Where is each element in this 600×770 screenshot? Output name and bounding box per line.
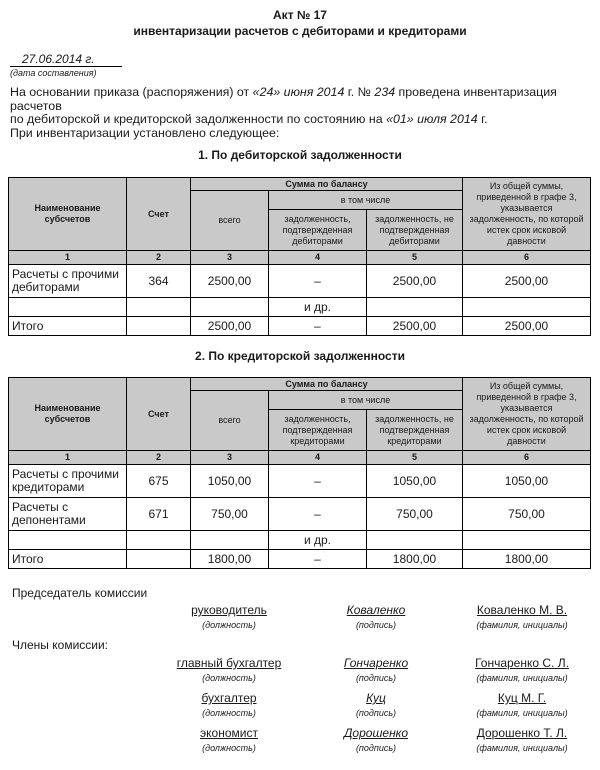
col-number: 1	[9, 451, 127, 465]
header-expired: Из общей суммы, приведенной в графе 3, указывается задолженность, по которой истек срок исковой давности	[463, 178, 591, 251]
cell-unconfirmed: 2500,00	[367, 265, 463, 298]
cell-expired: 2500,00	[463, 317, 591, 336]
cell-unconfirmed: 2500,00	[367, 317, 463, 336]
caption-name: (фамилия, инициалы)	[476, 743, 568, 753]
act-subtitle: инвентаризации расчетов с дебиторами и кредиторами	[133, 24, 467, 38]
chair-name: Коваленко М. В.	[476, 603, 568, 617]
cell-account: 364	[127, 265, 191, 298]
header-incl: в том числе	[269, 391, 463, 410]
col-number: 2	[127, 251, 191, 265]
cell-name: Расчеты с прочими кредиторами	[9, 465, 127, 498]
caption-signature: (подпись)	[355, 743, 397, 753]
header-unconfirmed: задолженность, не подтвержденная дебиторами	[367, 210, 463, 251]
table-row	[9, 265, 591, 298]
header-confirmed: задолженность, подтвержденная дебиторами	[269, 210, 367, 251]
cell-confirmed: –	[269, 550, 367, 569]
header-incl: в том числе	[269, 191, 463, 210]
cell-confirmed: –	[269, 317, 367, 336]
cell-expired: 2500,00	[463, 265, 591, 298]
member-name: Куц М. Г.	[497, 691, 547, 705]
header-unconfirmed: задолженность, не подтвержденная кредиторами	[367, 410, 463, 451]
caption-position: (должность)	[202, 673, 256, 683]
header-name: Наименование субсчетов	[9, 378, 127, 451]
caption-name: (фамилия, инициалы)	[476, 620, 568, 630]
table-row	[9, 498, 591, 531]
header-name: Наименование субсчетов	[9, 178, 127, 251]
intro-paragraph	[10, 86, 595, 140]
cell-etc: и др.	[269, 531, 367, 550]
act-date-caption: (дата составления)	[10, 68, 97, 78]
debtors-table	[8, 177, 591, 336]
intro-text: проведена инвентаризация расчетов	[10, 85, 557, 113]
cell-unconfirmed: 1050,00	[367, 465, 463, 498]
caption-name: (фамилия, инициалы)	[476, 673, 568, 683]
col-number: 6	[463, 451, 591, 465]
col-number: 3	[191, 451, 269, 465]
caption-signature: (подпись)	[355, 673, 397, 683]
header-confirmed: задолженность, подтвержденная кредиторами	[269, 410, 367, 451]
cell-account: 675	[127, 465, 191, 498]
header-account: Счет	[127, 378, 191, 451]
cell-confirmed: –	[269, 465, 367, 498]
order-number: 234	[374, 85, 396, 99]
col-number: 3	[191, 251, 269, 265]
table-row-total	[9, 317, 591, 336]
col-number: 4	[269, 451, 367, 465]
state-date: «01» июля 2014	[386, 112, 478, 126]
cell-total: 1050,00	[191, 465, 269, 498]
chair-label: Председатель комиссии	[12, 586, 148, 600]
creditors-table	[8, 377, 591, 569]
header-account: Счет	[127, 178, 191, 251]
cell-unconfirmed: 750,00	[367, 498, 463, 531]
member-signature: Куц	[366, 691, 386, 705]
table-row-total	[9, 550, 591, 569]
intro-text: по дебиторской и кредиторской задолженности по состоянию на	[10, 112, 387, 126]
members-label: Члены комиссии:	[12, 638, 109, 652]
act-date: 27.06.2014 г.	[10, 52, 122, 67]
order-date: «24» июня 2014	[252, 85, 345, 99]
cell-account: 671	[127, 498, 191, 531]
cell-total: 750,00	[191, 498, 269, 531]
caption-signature: (подпись)	[355, 620, 397, 630]
member-position: главный бухгалтер	[176, 656, 282, 670]
cell-total-label: Итого	[9, 550, 127, 569]
header-balance: Сумма по балансу	[191, 378, 463, 391]
caption-position: (должность)	[202, 620, 256, 630]
intro-text: г. №	[344, 85, 375, 99]
table-row-etc	[9, 531, 591, 550]
col-number: 4	[269, 251, 367, 265]
header-total: всего	[191, 191, 269, 251]
cell-total-label: Итого	[9, 317, 127, 336]
intro-text: На основании приказа (распоряжения) от	[10, 85, 253, 99]
member-position: бухгалтер	[201, 691, 257, 705]
col-number: 5	[367, 451, 463, 465]
caption-position: (должность)	[202, 708, 256, 718]
chair-position: руководитель	[191, 603, 267, 617]
cell-name: Расчеты с прочими дебиторами	[9, 265, 127, 298]
section-title-debtors: 1. По дебиторской задолженности	[198, 148, 402, 162]
header-total: всего	[191, 391, 269, 451]
chair-signature: Коваленко	[346, 603, 406, 617]
cell-etc: и др.	[269, 298, 367, 317]
intro-text: г.	[477, 112, 488, 126]
cell-name: Расчеты с депонентами	[9, 498, 127, 531]
member-signature: Дорошенко	[343, 726, 409, 740]
cell-unconfirmed: 1800,00	[367, 550, 463, 569]
act-title: Акт № 17	[273, 8, 327, 22]
member-signature: Гончаренко	[343, 656, 409, 670]
cell-total: 1800,00	[191, 550, 269, 569]
section-title-creditors: 2. По кредиторской задолженности	[195, 349, 405, 363]
cell-confirmed: –	[269, 498, 367, 531]
caption-position: (должность)	[202, 743, 256, 753]
intro-text: При инвентаризации установлено следующее:	[10, 125, 280, 140]
table-row	[9, 465, 591, 498]
caption-name: (фамилия, инициалы)	[476, 708, 568, 718]
cell-total: 2500,00	[191, 317, 269, 336]
cell-total: 2500,00	[191, 265, 269, 298]
col-number: 2	[127, 451, 191, 465]
header-balance: Сумма по балансу	[191, 178, 463, 191]
header-expired: Из общей суммы, приведенной в графе 3, указывается задолженность, по которой истек срок исковой давности	[463, 378, 591, 451]
cell-expired: 1050,00	[463, 465, 591, 498]
caption-signature: (подпись)	[355, 708, 397, 718]
member-position: экономист	[200, 726, 258, 740]
cell-confirmed: –	[269, 265, 367, 298]
table-row-etc	[9, 298, 591, 317]
member-name: Гончаренко С. Л.	[475, 656, 569, 670]
cell-expired: 750,00	[463, 498, 591, 531]
cell-expired: 1800,00	[463, 550, 591, 569]
col-number: 1	[9, 251, 127, 265]
col-number: 5	[367, 251, 463, 265]
col-number: 6	[463, 251, 591, 265]
member-name: Дорошенко Т. Л.	[476, 726, 568, 740]
